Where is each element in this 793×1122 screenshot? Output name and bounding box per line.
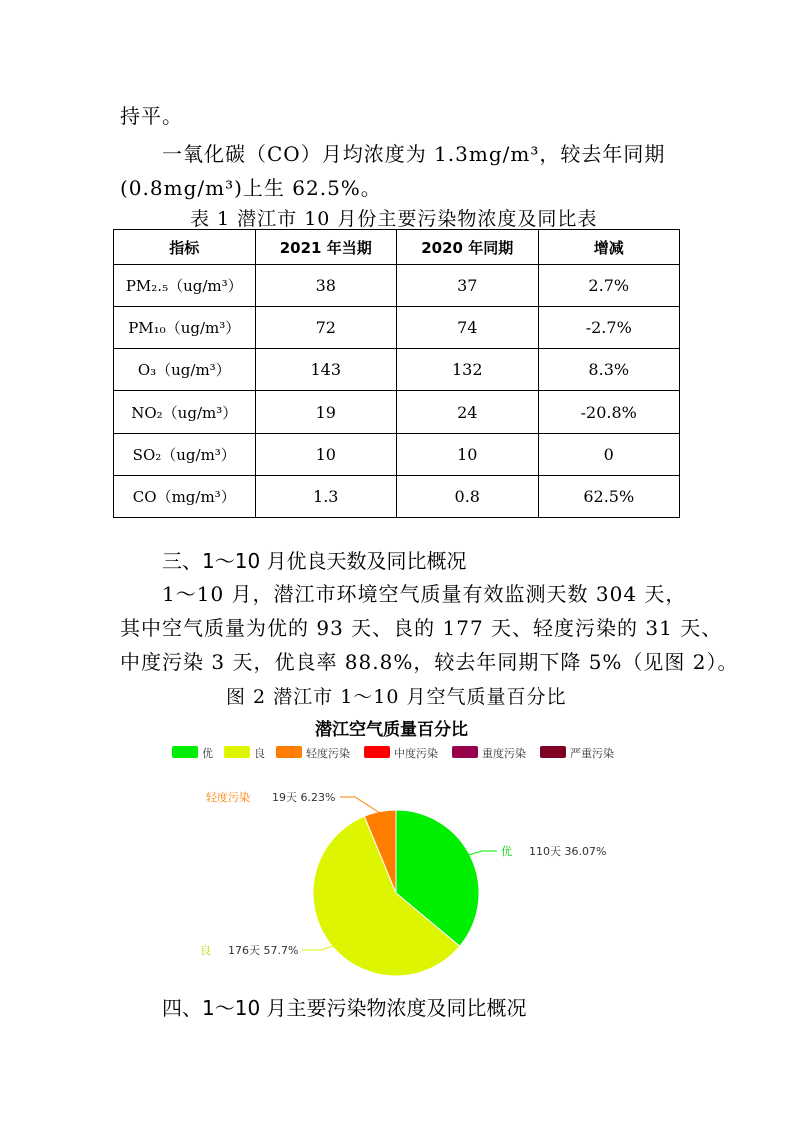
- data-label-good: [501, 844, 606, 858]
- chart-legend: [172, 746, 614, 760]
- legend-label: 中度污染: [394, 747, 438, 760]
- data-label-name: 轻度污染: [206, 791, 250, 804]
- table-row: [114, 475, 680, 517]
- data-label-name: 良: [200, 944, 211, 957]
- table-header-row: [114, 230, 680, 265]
- legend-label: 严重污染: [570, 747, 614, 760]
- section4-heading: 四、1～10 月主要污染物浓度及同比概况: [162, 996, 527, 1020]
- cell-previous: 37: [397, 265, 539, 307]
- legend-swatch: [224, 746, 250, 758]
- figure-caption: 图 2 潜江市 1～10 月空气质量百分比: [226, 686, 567, 708]
- data-label-moderate: [200, 943, 298, 957]
- co-paragraph-line1: 一氧化碳（CO）月均浓度为 1.3mg/m³，较去年同期: [162, 142, 666, 166]
- header-indicator: 指标: [114, 230, 256, 265]
- header-current: 2021 年当期: [255, 230, 397, 265]
- days-paragraph-line2: 其中空气质量为优的 93 天、良的 177 天、轻度污染的 31 天、: [120, 616, 723, 640]
- pollutant-table: [113, 229, 680, 518]
- legend-label: 重度污染: [482, 747, 526, 760]
- header-change: 增减: [538, 230, 680, 265]
- legend-swatch: [364, 746, 390, 758]
- legend-swatch: [276, 746, 302, 758]
- cell-current: 38: [255, 265, 397, 307]
- cell-previous: 74: [397, 307, 539, 349]
- legend-label: 优: [202, 747, 213, 760]
- table-row: [114, 433, 680, 475]
- cell-indicator: O₃（ug/m³）: [114, 349, 256, 391]
- cell-change: 8.3%: [538, 349, 680, 391]
- cell-indicator: SO₂（ug/m³）: [114, 433, 256, 475]
- cell-change: -2.7%: [538, 307, 680, 349]
- cell-change: -20.8%: [538, 391, 680, 433]
- cell-indicator: CO（mg/m³）: [114, 475, 256, 517]
- cell-previous: 24: [397, 391, 539, 433]
- cell-previous: 0.8: [397, 475, 539, 517]
- table-row: [114, 307, 680, 349]
- data-label-light-pollution: [206, 790, 335, 804]
- data-label-value: 110天 36.07%: [529, 845, 607, 858]
- chart-title: 潜江空气质量百分比: [315, 720, 468, 740]
- section3-heading: 三、1～10 月优良天数及同比概况: [162, 549, 467, 573]
- cell-current: 10: [255, 433, 397, 475]
- pie-slices: [313, 810, 479, 976]
- pie-chart: [0, 735, 793, 990]
- table-row: [114, 391, 680, 433]
- legend-label: 良: [254, 747, 265, 760]
- legend-item-moderate: [224, 746, 265, 760]
- data-label-value: 176天 57.7%: [228, 944, 299, 957]
- table-row: [114, 265, 680, 307]
- co-paragraph-line2: (0.8mg/m³)上生 62.5%。: [120, 176, 382, 200]
- legend-item-light-pollution: [276, 746, 350, 760]
- table-row: [114, 349, 680, 391]
- cell-previous: 10: [397, 433, 539, 475]
- table-caption: 表 1 潜江市 10 月份主要污染物浓度及同比表: [190, 208, 598, 230]
- legend-label: 轻度污染: [306, 747, 350, 760]
- data-label-value: 19天 6.23%: [272, 791, 336, 804]
- legend-swatch: [452, 746, 478, 758]
- cell-indicator: PM₂.₅（ug/m³）: [114, 265, 256, 307]
- days-paragraph-line3: 中度污染 3 天，优良率 88.8%，较去年同期下降 5%（见图 2）。: [120, 650, 739, 674]
- cell-current: 72: [255, 307, 397, 349]
- cell-change: 0: [538, 433, 680, 475]
- cell-current: 143: [255, 349, 397, 391]
- cell-indicator: NO₂（ug/m³）: [114, 391, 256, 433]
- legend-item-heavy-pollution: [452, 746, 526, 760]
- cell-change: 62.5%: [538, 475, 680, 517]
- cell-current: 1.3: [255, 475, 397, 517]
- paragraph-tail: 持平。: [120, 104, 183, 128]
- leader-line-light-pollution: [340, 797, 380, 813]
- legend-swatch: [172, 746, 198, 758]
- cell-indicator: PM₁₀（ug/m³）: [114, 307, 256, 349]
- data-label-name: 优: [501, 845, 512, 858]
- cell-previous: 132: [397, 349, 539, 391]
- days-paragraph-line1: 1～10 月，潜江市环境空气质量有效监测天数 304 天，: [162, 582, 687, 606]
- legend-swatch: [540, 746, 566, 758]
- legend-item-severe-pollution: [540, 746, 614, 760]
- cell-change: 2.7%: [538, 265, 680, 307]
- legend-item-good: [172, 746, 213, 760]
- header-previous: 2020 年同期: [397, 230, 539, 265]
- cell-current: 19: [255, 391, 397, 433]
- legend-item-medium-pollution: [364, 746, 438, 760]
